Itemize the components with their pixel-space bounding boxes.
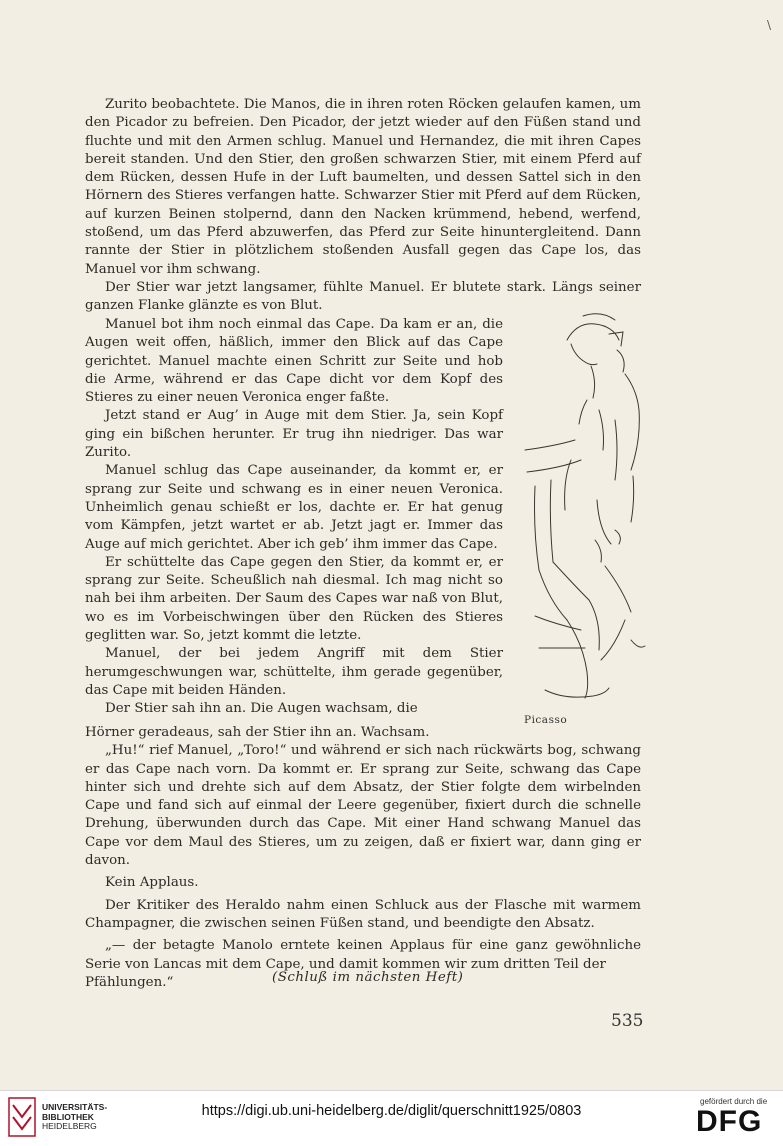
illustration-caption: Picasso — [524, 714, 568, 726]
continuation-note: (Schluß im nächsten Heft) — [272, 970, 464, 985]
sponsor-label: gefördert durch die — [700, 1097, 768, 1106]
institution-name: UNIVERSITÄTS- BIBLIOTHEK HEIDELBERG — [42, 1102, 108, 1131]
paragraph: Er schüttelte das Cape gegen den Stier, da kommt er, er sprang zur Seite. Scheußlich nah diesmal. Ich mag nicht so nah bei ihm arbeiten. Der Saum des Capes war naß von Blut, wo es im Vorbeischwingen über den Rücken des Stieres geglitten war. So, jetzt kommt die letzte. — [85, 554, 503, 644]
paragraph: Der Kritiker des Heraldo nahm einen Schluck aus der Flasche mit warmem Champagner, die zwischen seinen Füßen stand, und beendigte den Absatz. — [85, 897, 641, 931]
corner-mark: \ — [767, 18, 772, 32]
paragraph: Jetzt stand er Aug’ in Auge mit dem Stier. Ja, sein Kopf ging ein bißchen herunter. Er trug ihn niedriger. Das war Zurito. — [85, 408, 503, 461]
paragraph: Manuel bot ihm noch einmal das Cape. Da kam er an, die Augen weit offen, häßlich, immer den Blick auf das Cape gerichtet. Manuel machte einen Schritt zur Seite und hob die Arme, während er das Cape dicht vor dem Kopf des Stieres zu einer neuen Veronica enger faßte. — [85, 317, 503, 406]
dfg-logo: DFG — [696, 1105, 763, 1138]
paragraph: Zurito beobachtete. Die Manos, die in ihren roten Röcken gelaufen kamen, um den Picador zu befreien. Den Picador, der jetzt wieder auf den Füßen stand und fluchte und mit den Armen schlug. Manuel und Hernandez, die mit ihren Capes bereit standen. Und den Stier, den großen schwarzen Stier, mit einem Pferd auf dem Rücken, dessen Hufe in der Luft baumelten, und dessen Sattel sich in den Hörnern des Stieres verfangen hatte. Schwarzer Stier mit Pferd auf dem Rücken, auf kurzen Beinen stolpernd, dann den Nacken krümmend, hebend, werfend, stoßend, um das Pferd abzuwerfen, das Pferd zur Seite hinuntergleitend. Dann rannte der Stier in plötzlichem stoßenden Ausfall gegen das Cape los, das Manuel vor ihm schwang. — [85, 97, 641, 277]
paragraph-final-line: Pfählungen.“ — [85, 974, 174, 990]
page-number: 535 — [611, 1011, 644, 1031]
paragraph: Manuel, der bei jedem Angriff mit dem Stier herumgeschwungen war, schüttelte, ihm gerade gegenüber, das Cape mit beiden Händen. — [85, 646, 503, 698]
digitization-footer — [0, 1090, 783, 1146]
paragraph: „Hu!“ rief Manuel, „Toro!“ und während er sich nach rückwärts bog, schwang er das Cape nach vorn. Da kommt er. Er sprang zur Seite, schwang das Cape hinter sich und drehte sich auf dem Absatz, der Stier folgte dem wirbelnden Cape und fand sich auf einmal der Leere gegenüber, fixiert durch die schnelle Drehung, überwunden durch das Cape. Mit einer Hand schwang Manuel das Cape vor dem Maul des Stieres, um zu zeigen, daß er fixiert war, dann ging er davon. — [85, 743, 641, 869]
paragraph: Manuel schlug das Cape auseinander, da kommt er, er sprang zur Seite und schwang es in einer neuen Veronica. Unheimlich genau schießt er los, dachte er. Er hat genug vom Kämpfen, jetzt wartet er ab. Jetzt jagt er. Immer das Auge auf mich gerichtet. Aber ich geb’ ihm immer das Cape. — [85, 463, 503, 552]
picasso-line-drawing — [505, 300, 665, 710]
paragraph-continuation: Hörner geradeaus, sah der Stier ihn an. Wachsam. — [85, 725, 430, 740]
paragraph: Der Stier sah ihn an. Die Augen wachsam, die — [105, 701, 418, 717]
paragraph: Kein Applaus. — [105, 875, 199, 891]
sponsor-block — [696, 1097, 776, 1139]
text-block-top — [85, 96, 641, 316]
paragraph: „— der betagte Manolo erntete keinen Applaus für eine ganz gewöhnliche Serie von Lancas mit dem Cape, und damit kommen wir zum dritten Teil der — [85, 938, 641, 972]
text-block-side — [85, 316, 503, 719]
text-block-bottom — [85, 724, 641, 992]
paragraph: Der Stier war jetzt langsamer, fühlte Manuel. Er blutete stark. Längs seiner ganzen Flanke glänzte es von Blut. — [85, 279, 641, 314]
permalink[interactable]: https://digi.ub.uni-heidelberg.de/diglit/querschnitt1925/0803 — [201, 1103, 582, 1119]
